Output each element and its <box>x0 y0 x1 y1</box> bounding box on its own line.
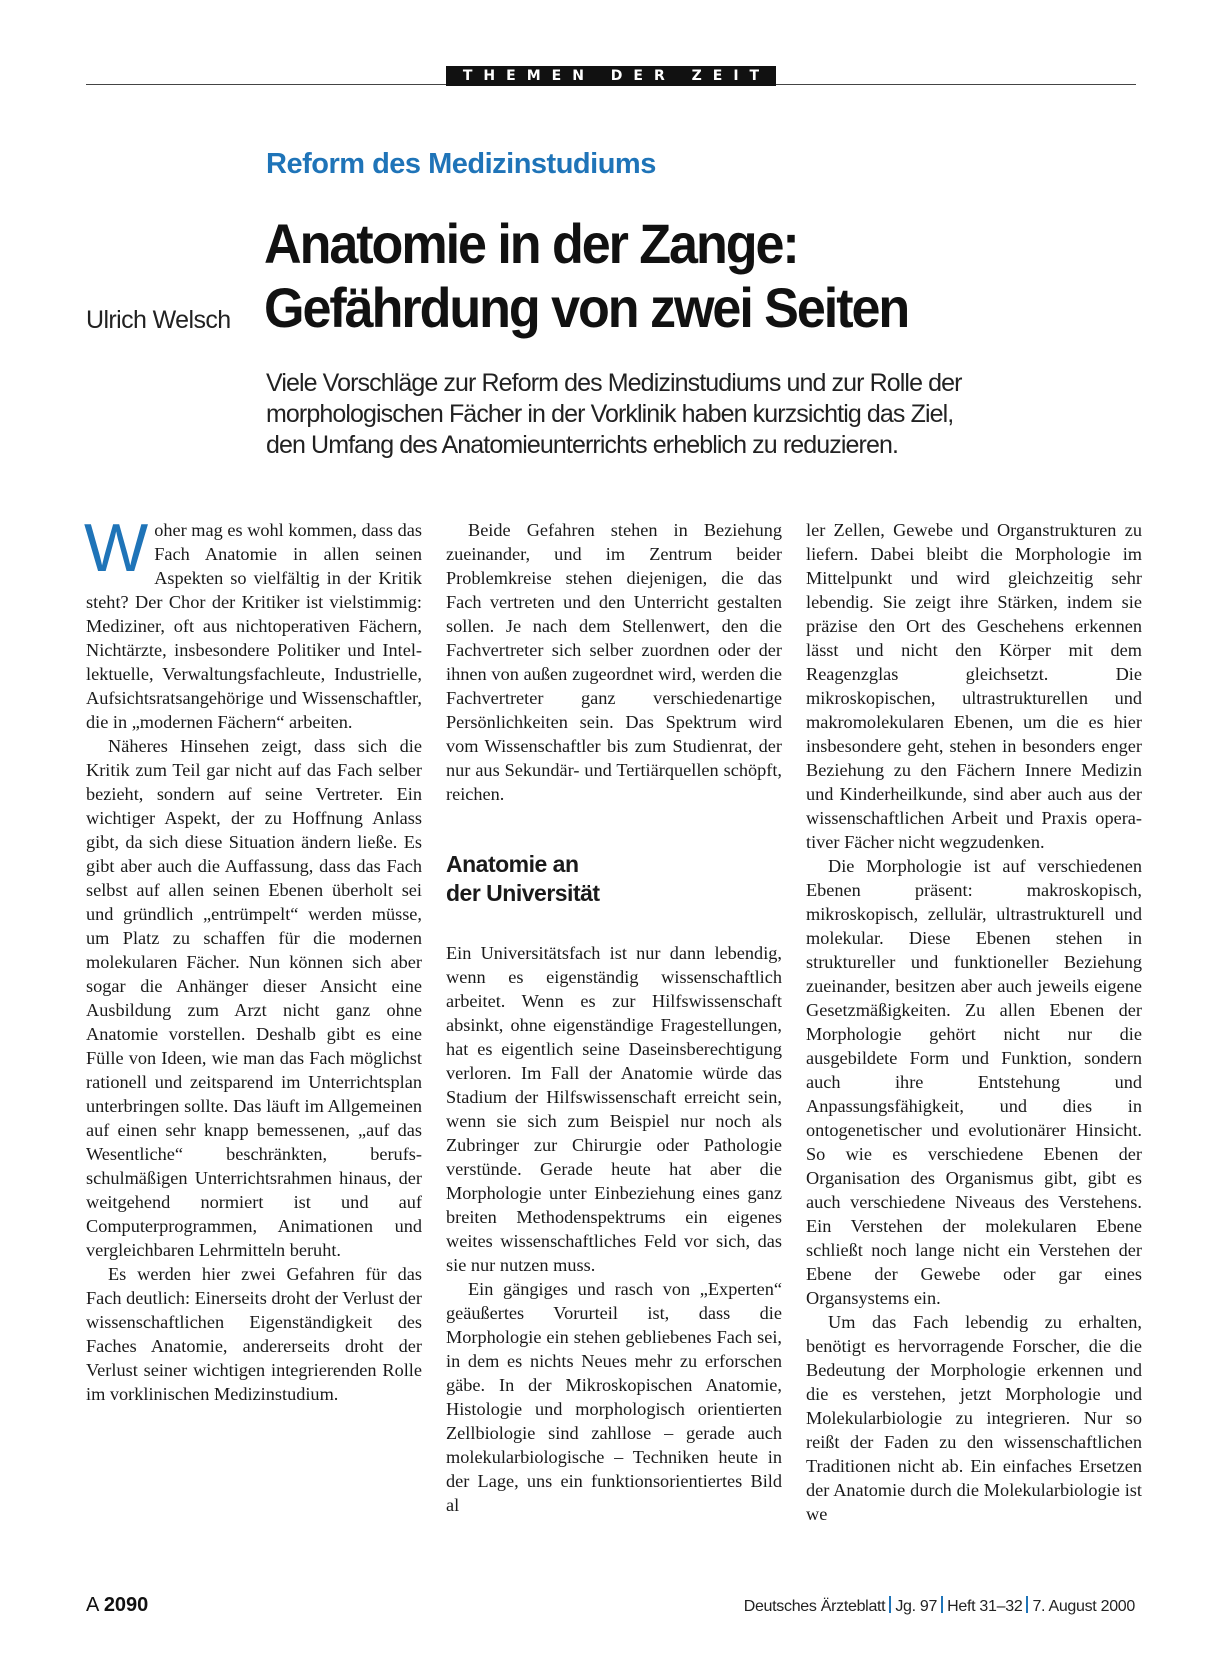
body-paragraph: ler Zellen, Gewebe und Organstrukturen zu liefern. Dabei bleibt die Morphologie im Mittelpunkt und wird gleichzeitig sehr lebendig. Sie zeigt ihre Stärken, indem sie präzise den Ort des Geschehens erkennen lässt und nicht den Körper mit dem Reagenzglas gleichsetzt. Die mikroskopischen, ultrastrukturellen und makromolekularen Ebenen, um die es hier insbesondere geht, stehen in besonders enger Beziehung zu den Fächern Innere Medizin und Kinderheilkunde, sind aber auch aus der wissenschaftlichen Arbeit und Praxis operativer Fächer nicht wegzudenken. <box>806 520 1142 852</box>
lead-line: morphologischen Fächer in der Vorklinik haben kurzsichtig das Ziel, <box>266 400 954 428</box>
page-number <box>86 1594 148 1617</box>
body-paragraph: Beide Gefahren stehen in Beziehung zueinander, und im Zentrum beider Problemkreise stehen diejenigen, die das Fach vertreten und den Unterricht gestalten sollen. Je nach dem Stellenwert, den die Fachvertreter sich selber zuordnen oder der ihnen von außen zugeordnet wird, werden die Fachvertreter ganz verschiedenartige Persönlichkeiten sein. Das Spektrum wird vom Wissenschaftler bis zum Studienrat, der nur aus Sekundär- und Tertiärquellen schöpft, reichen. <box>446 520 782 804</box>
text-column-1 <box>84 510 422 1406</box>
separator <box>889 1596 891 1613</box>
body-paragraph: Es werden hier zwei Gefahren für das Fach deutlich: Einerseits droht der Verlust der wissenschaftlichen Eigenständigkeit des Faches Anatomie, andererseits droht der Verlust seiner wichtigen integrierenden Rolle im vorklinischen Medizinstudium. <box>86 1264 422 1404</box>
article-title-line: Gefährdung von zwei Seiten <box>264 276 909 339</box>
section-label: THEMEN DER ZEIT <box>446 66 776 86</box>
lead-line: Viele Vorschläge zur Reform des Medizinstudiums und zur Rolle der <box>266 369 962 397</box>
text-column-3 <box>806 518 1142 1526</box>
article-kicker: Reform des Medizinstudiums <box>266 148 656 180</box>
subheading-line: der Universität <box>446 880 600 906</box>
paragraph-text: oher mag es wohl kommen, dass das Fach Anatomie in allen seinen Aspekten so vielfältig in der Kritik steht? Der Chor der Kritiker ist vielstimmig: Mediziner, oft aus nichtoperativen Fächern, Nichtärzte, insbesondere Politiker und Intellektuelle, Verwaltungsfachleute, Industrielle, Aufsichtsratsangehörige und Wissenschaftler, die in „modernen Fächern“ arbeiten. <box>86 520 422 732</box>
section-subheading <box>446 850 782 908</box>
subheading-line: Anatomie an <box>446 851 579 877</box>
drop-cap: W <box>84 510 149 586</box>
journal-volume: Jg. 97 <box>895 1598 938 1615</box>
text-column-2 <box>446 518 782 1517</box>
page-number-value: 2090 <box>103 1594 149 1616</box>
article-lead <box>266 368 1066 461</box>
article-title <box>264 212 908 340</box>
separator <box>941 1596 943 1613</box>
lead-line: den Umfang des Anatomieunterrichts erheblich zu reduzieren. <box>266 431 899 459</box>
journal-issue: Heft 31–32 <box>947 1598 1023 1615</box>
article-title-line: Anatomie in der Zange: <box>264 212 798 275</box>
body-paragraph: Ein Universitätsfach ist nur dann lebendig, wenn es eigenständig wissenschaftlich arbeitet. Wenn es zur Hilfswissenschaft absinkt, ohne eigenständige Fragestellungen, hat es eigentlich seine Daseinsberechtigung verloren. Im Fall der Anatomie würde das Stadium der Hilfswissenschaft erreicht sein, wenn sie sich zum Beispiel nur noch als Zubringer zur Chirurgie oder Pathologie verstünde. Gerade heute hat aber die Morphologie unter Einbeziehung eines ganz breiten Methodenspektrums ein eigenes weites wissenschaftliches Feld vor sich, das sie nur nutzen muss. <box>446 943 782 1275</box>
article-author: Ulrich Welsch <box>86 306 231 334</box>
journal-date: 7. August 2000 <box>1032 1598 1135 1615</box>
journal-name: Deutsches Ärzteblatt <box>743 1598 886 1615</box>
body-paragraph: Um das Fach lebendig zu erhalten, benötigt es hervorragende Forscher, die die Bedeutung der Morphologie erkennen und die es verstehen, jetzt Morphologie und Molekularbiologie zu integrieren. Nur so reißt der Faden zu den wissenschaftlichen Traditionen nicht ab. Ein einfaches Ersetzen der Anatomie durch die Molekularbiologie ist we <box>806 1312 1142 1524</box>
page-prefix: A <box>86 1594 99 1616</box>
journal-info <box>744 1596 1135 1616</box>
separator <box>1026 1596 1028 1613</box>
body-paragraph: Die Morphologie ist auf verschiedenen Ebenen präsent: makroskopisch, mikroskopisch, zellulär, ultrastrukturell und molekular. Diese Ebenen stehen in struktureller und funktioneller Beziehung zueinander, besitzen aber auch jeweils eigene Gesetzmäßigkeiten. Zu allen Ebenen der Morphologie gehört nicht nur die ausgebildete Form und Funktion, sondern auch ihre Entstehung und Anpassungsfähigkeit, und dies in ontogenetischer und evolutionärer Hinsicht. So wie es verschiedene Ebenen der Organisation des Organismus gibt, gibt es auch verschiedene Niveaus des Verstehens. Ein Verstehen der molekularen Ebene schließt noch lange nicht ein Verstehen der Ebene der Gewebe oder gar eines Organsystems ein. <box>806 856 1142 1308</box>
body-paragraph: Ein gängiges und rasch von „Experten“ geäußertes Vorurteil ist, dass die Morphologie ein stehen gebliebenes Fach sei, in dem es nichts Neues mehr zu erforschen gäbe. In der Mikroskopischen Anatomie, Histologie und morphologisch orientierten Zellbiologie sind zahllose – gerade auch molekularbiologische – Techniken heute in der Lage, uns ein funktionsorientiertes Bild al <box>446 1279 782 1515</box>
body-paragraph <box>84 510 422 734</box>
body-paragraph: Näheres Hinsehen zeigt, dass sich die Kritik zum Teil gar nicht auf das Fach selber bezieht, sondern auf seine Vertreter. Ein wichtiger Aspekt, der zu Hoffnung Anlass gibt, da sich diese Situation ändern ließe. Es gibt aber auch die Auffassung, dass das Fach selbst auf allen seinen Ebenen überholt sei und gründlich „entrümpelt“ werden müsse, um Platz zu schaffen für die modernen molekularen Fächer. Nun können sich aber sogar die Anhänger dieser Ansicht eine Ausbildung zum Arzt nicht ganz ohne Anatomie vorstellen. Deshalb gibt es eine Fülle von Ideen, wie man das Fach möglichst rationell und zeitsparend im Unterrichtsplan unterbringen sollte. Das läuft im Allgemeinen auf einen sehr knapp bemessenen, „auf das Wesentliche“ beschränkten, berufsschulmäßigen Unterrichtsrahmen hinaus, der weitgehend normiert ist und auf Computerprogrammen, Animationen und vergleichbaren Lehrmitteln beruht. <box>86 736 422 1260</box>
